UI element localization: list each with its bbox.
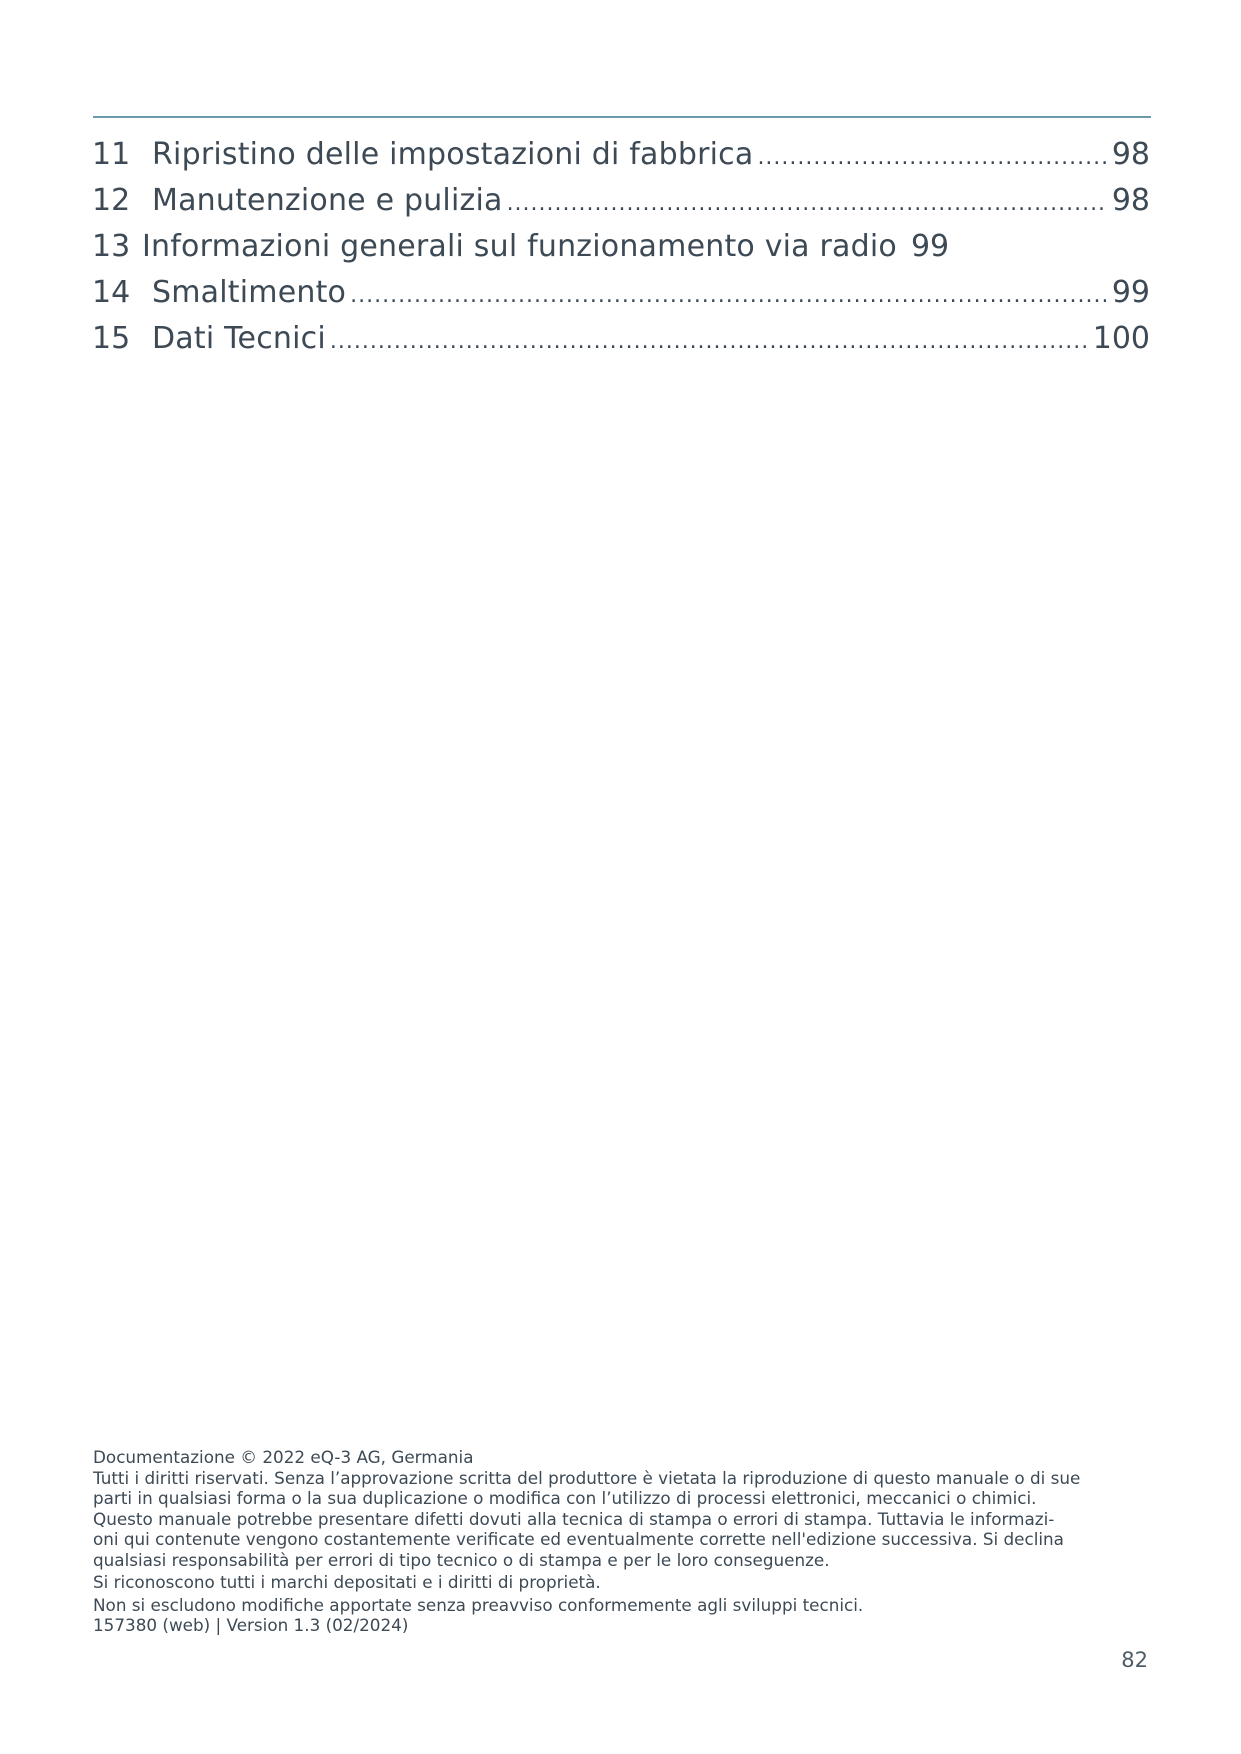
toc-entry-title: Ripristino delle impostazioni di fabbrica [152, 137, 754, 172]
toc-entry-title: Informazioni generali sul funzionamento via radio [142, 229, 897, 264]
toc-entry-12[interactable] [92, 178, 1150, 224]
toc-entry-number: 14 [92, 275, 131, 310]
legal-text-line: Tutti i diritti riservati. Senza l’approvazione scritta del produttore è vietata la riproduzione di questo manuale o di sue [93, 1467, 1081, 1488]
legal-text-line: parti in qualsiasi forma o la sua duplicazione o modifica con l’utilizzo di processi elettronici, meccanici o chimici. [93, 1488, 1037, 1508]
toc-dot-leader [757, 132, 1105, 178]
toc-entry-page: 99 [1111, 275, 1150, 310]
trademark-notice: Si riconoscono tutti i marchi depositati e i diritti di proprietà. [93, 1572, 601, 1592]
toc-entry-title: Manutenzione e pulizia [152, 183, 503, 218]
legal-text-line: oni qui contenute vengono costantemente verificate ed eventualmente corrette nell'edizione successiva. Si declina [93, 1529, 1064, 1549]
copyright-notice: Documentazione © 2022 eQ-3 AG, Germania [93, 1447, 474, 1467]
toc-entry-number: 12 [92, 183, 131, 218]
legal-text-line: Questo manuale potrebbe presentare difetti dovuti alla tecnica di stampa o errori di stampa. Tuttavia le informazi- [93, 1508, 1055, 1529]
table-of-contents [92, 132, 1150, 362]
toc-entry-page: 99 [910, 229, 950, 264]
toc-entry-title: Smaltimento [152, 275, 347, 310]
toc-dot-leader [330, 316, 1087, 362]
legal-text-line: qualsiasi responsabilità per errori di tipo tecnico o di stampa e per le loro conseguenze. [93, 1549, 830, 1570]
toc-entry-number: 11 [92, 137, 131, 172]
toc-entry-page: 100 [1092, 321, 1150, 356]
toc-entry-title: Dati Tecnici [152, 321, 326, 356]
version-info: 157380 (web) | Version 1.3 (02/2024) [93, 1615, 409, 1635]
changes-notice: Non si escludono modifiche apportate senza preavviso conformemente agli sviluppi tecnici. [93, 1594, 864, 1615]
page-number: 82 [1121, 1648, 1148, 1672]
toc-entry-14[interactable] [92, 270, 1150, 316]
toc-entry-page: 98 [1111, 183, 1150, 218]
toc-dot-leader [350, 270, 1106, 316]
toc-entry-number: 15 [92, 321, 131, 356]
toc-entry-number: 13 [92, 229, 131, 264]
toc-entry-page: 98 [1111, 137, 1150, 172]
top-divider [93, 116, 1151, 118]
toc-entry-11[interactable] [92, 132, 1150, 178]
toc-entry-15[interactable] [92, 316, 1150, 362]
toc-entry-13[interactable] [92, 224, 1150, 270]
toc-dot-leader [507, 178, 1106, 224]
legal-footer [93, 1447, 1163, 1636]
